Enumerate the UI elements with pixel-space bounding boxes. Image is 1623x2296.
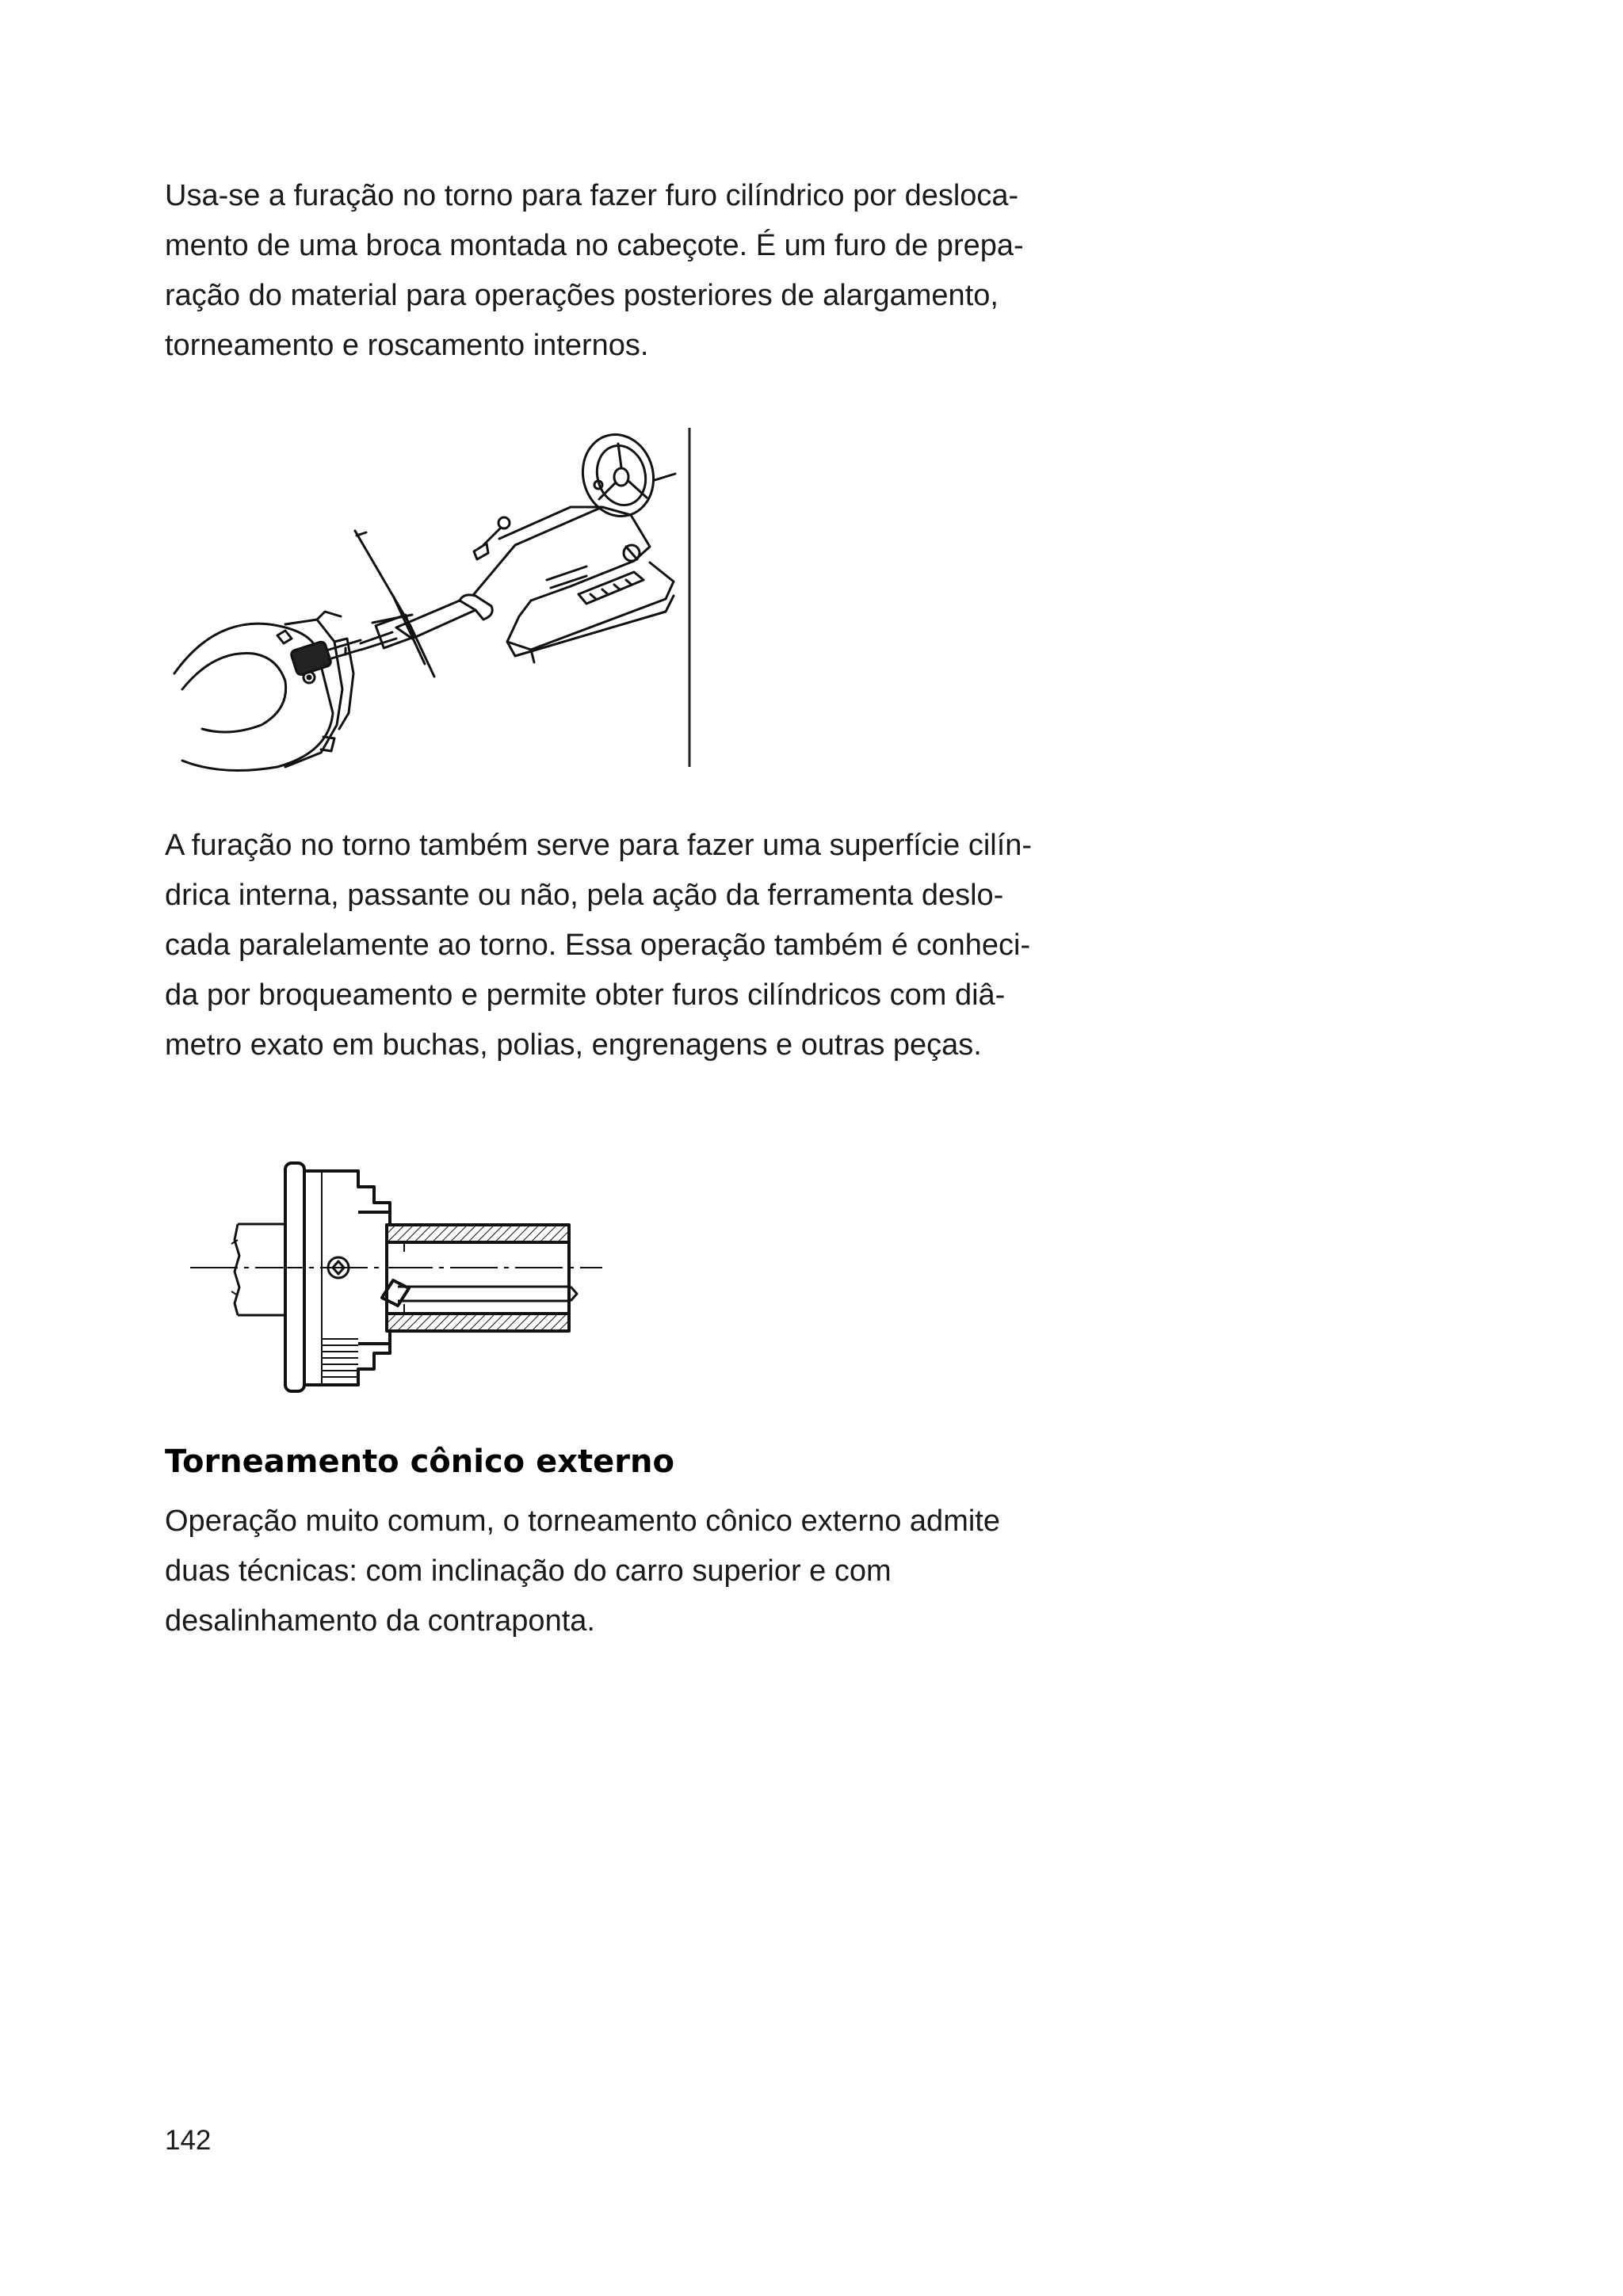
page-number: 142 [165,2125,212,2156]
clamp-lever-drawing [474,517,510,559]
chuck-ribs-drawing [322,1339,358,1377]
boring-paragraph [165,821,1116,1070]
paragraph-line: drica interna, passante ou não, pela ação da ferramenta deslo- [165,879,1004,912]
intro-paragraph [165,171,1116,371]
paragraph-line: Usa-se a furação no torno para fazer furo cilíndrico por desloca- [165,179,1019,212]
paragraph-line: da por broqueamento e permite obter furos cilíndricos com diâ- [165,978,1006,1012]
boring-bar-drawing [382,1280,577,1306]
boring-section-diagram [174,1141,602,1394]
tap-wrench-drawing [355,531,434,677]
section-title: Torneamento cônico externo [165,1444,674,1480]
paragraph-line: A furação no torno também serve para fazer uma superfície cilín- [165,829,1033,862]
chuck-drawing [174,612,353,771]
paragraph-line: mento de uma broca montada no cabeçote. É um furo de prepa- [165,229,1024,262]
paragraph-line: duas técnicas: com inclinação do carro superior e com [165,1554,892,1588]
lathe-drilling-illustration [158,412,713,776]
handwheel-drawing [574,426,675,524]
tailstock-drawing [396,507,674,662]
paragraph-line: ração do material para operações posteriores de alargamento, [165,279,999,312]
paragraph-line: torneamento e roscamento internos. [165,329,649,362]
paragraph-line: cada paralelamente ao torno. Essa operação também é conheci- [165,929,1031,962]
paragraph-line: metro exato em buchas, polias, engrenagens e outras peças. [165,1028,982,1062]
workpiece-drawing [387,1225,569,1331]
spindle-drawing [235,1224,285,1315]
paragraph-line: desalinhamento da contraponta. [165,1604,595,1638]
section-paragraph [165,1497,1116,1646]
paragraph-line: Operação muito comum, o torneamento cônico externo admite [165,1505,1000,1538]
